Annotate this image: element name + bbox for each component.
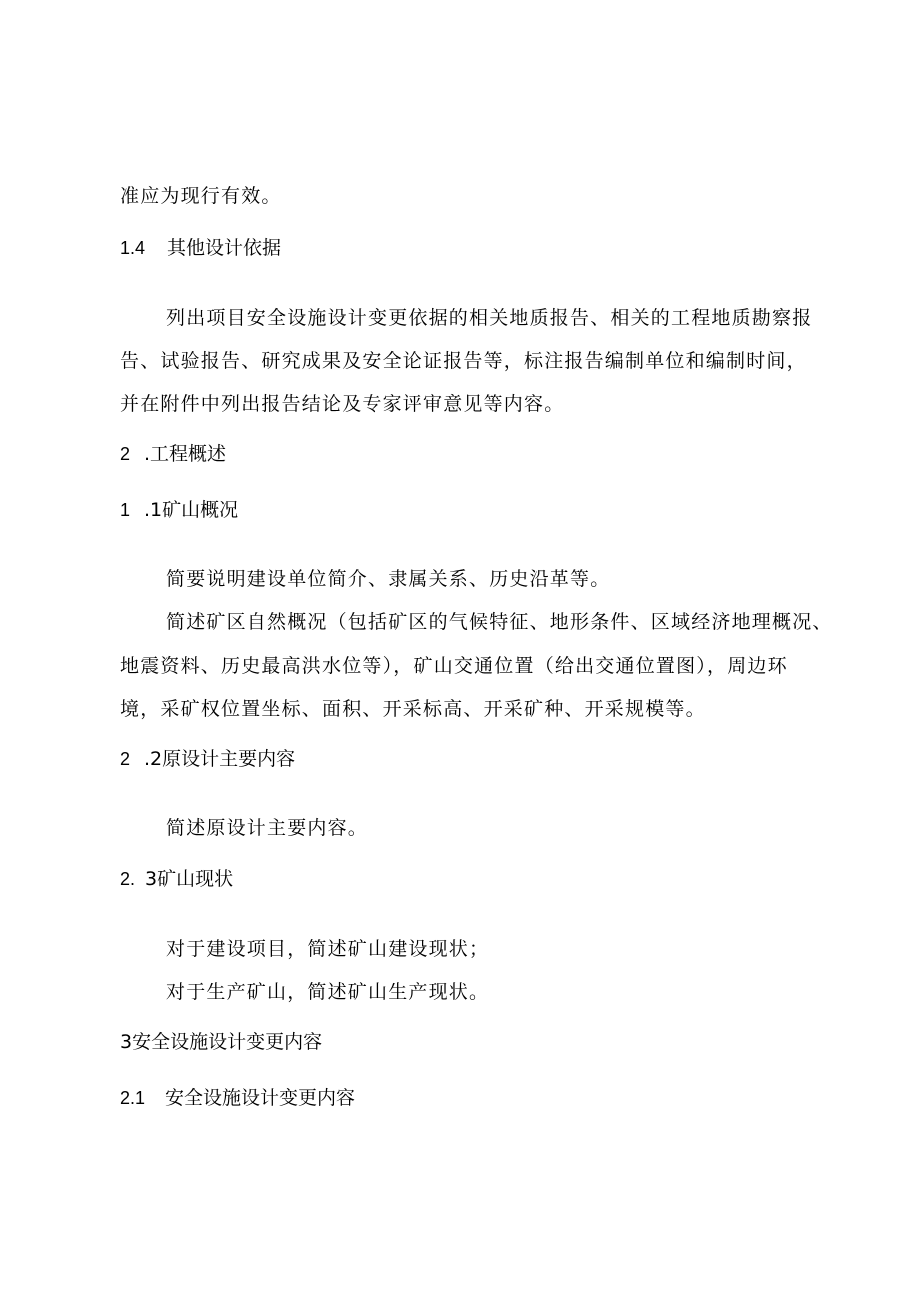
section-3-1-number: 2.1 [120,1088,146,1108]
section-1-4-paragraph-line-2: 告、试验报告、研究成果及安全论证报告等，标注报告编制单位和编制时间， [120,350,807,372]
section-2-3-title: 3矿山现状 [145,868,234,890]
section-2-2-title: .2原设计主要内容 [144,748,296,770]
section-2-number: 2 [120,444,131,464]
section-2-3-paragraph-1: 对于建设项目，简述矿山建设现状； [166,938,490,960]
section-1-4-title: 其他设计依据 [167,237,282,259]
section-2-heading [120,442,226,466]
section-2-1-paragraph-2-line-2: 地震资料、历史最高洪水位等），矿山交通位置（给出交通位置图），周边环 [120,655,788,677]
section-2-2-paragraph: 简述原设计主要内容。 [166,817,369,839]
section-2-2-heading [120,747,295,771]
section-1-4-heading [120,236,281,260]
section-3-1-title: 安全设施设计变更内容 [165,1087,356,1109]
continuation-text: 准应为现行有效。 [120,185,282,207]
section-2-1-paragraph-2-line-1: 简述矿区自然概况（包括矿区的气候特征、地形条件、区域经济地理概况、 [166,611,833,633]
section-2-1-title: .1矿山概况 [144,499,239,521]
section-2-2-number: 2 [120,749,131,769]
section-3-heading: 3安全设施设计变更内容 [120,1031,323,1053]
section-3-1-heading [120,1086,355,1110]
section-2-1-paragraph-1: 简要说明建设单位简介、隶属关系、历史沿革等。 [166,568,611,590]
section-2-1-paragraph-2-line-3: 境，采矿权位置坐标、面积、开采标高、开采矿种、开采规模等。 [120,698,706,720]
section-2-3-heading [120,867,233,891]
section-2-3-number: 2. [120,869,136,889]
section-2-3-paragraph-2: 对于生产矿山，简述矿山生产现状。 [166,981,490,1003]
section-2-1-heading [120,498,238,522]
section-1-4-paragraph-line-3: 并在附件中列出报告结论及专家评审意见等内容。 [120,393,565,415]
section-1-4-paragraph-line-1: 列出项目安全设施设计变更依据的相关地质报告、相关的工程地质勘察报 [166,307,813,329]
section-2-title: .工程概述 [144,443,227,465]
section-1-4-number: 1.4 [120,238,146,258]
section-2-1-number: 1 [120,500,131,520]
